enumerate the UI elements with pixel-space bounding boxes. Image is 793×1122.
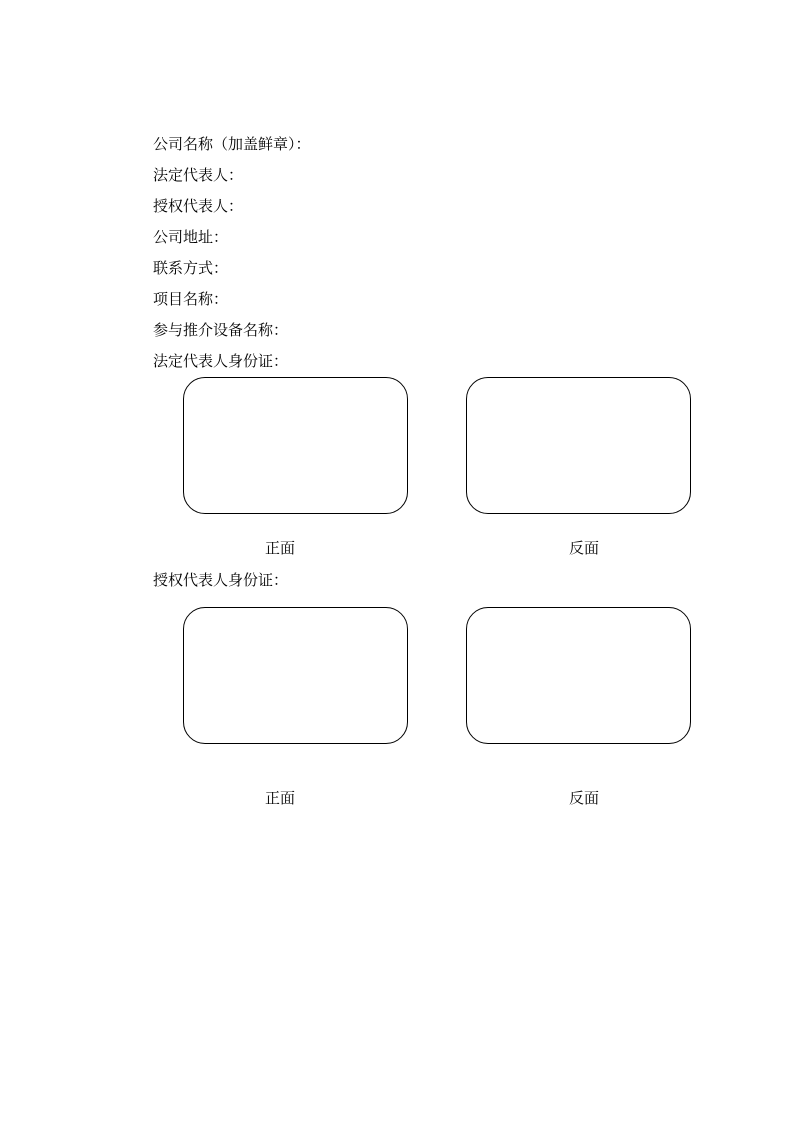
legal-rep-id-front-caption: 正面 [265, 539, 296, 557]
authorized-rep-id-front-caption: 正面 [265, 789, 296, 807]
authorized-rep-id-heading: 授权代表人身份证： [153, 571, 289, 589]
authorized-rep-id-back-caption: 反面 [569, 789, 600, 807]
legal-rep-id-back-box[interactable] [466, 377, 691, 514]
company-name-label: 公司名称（加盖鲜章）： [153, 135, 311, 153]
authorized-rep-id-front-box[interactable] [183, 607, 408, 744]
authorized-rep-label: 授权代表人： [153, 197, 244, 215]
legal-rep-id-front-box[interactable] [183, 377, 408, 514]
legal-rep-label: 法定代表人： [153, 166, 244, 184]
legal-rep-id-back-caption: 反面 [569, 539, 600, 557]
contact-label: 联系方式： [153, 259, 229, 277]
legal-rep-id-heading: 法定代表人身份证： [153, 352, 289, 370]
device-name-label: 参与推介设备名称： [153, 321, 289, 339]
project-name-label: 项目名称： [153, 290, 229, 308]
authorized-rep-id-back-box[interactable] [466, 607, 691, 744]
company-address-label: 公司地址： [153, 228, 229, 246]
